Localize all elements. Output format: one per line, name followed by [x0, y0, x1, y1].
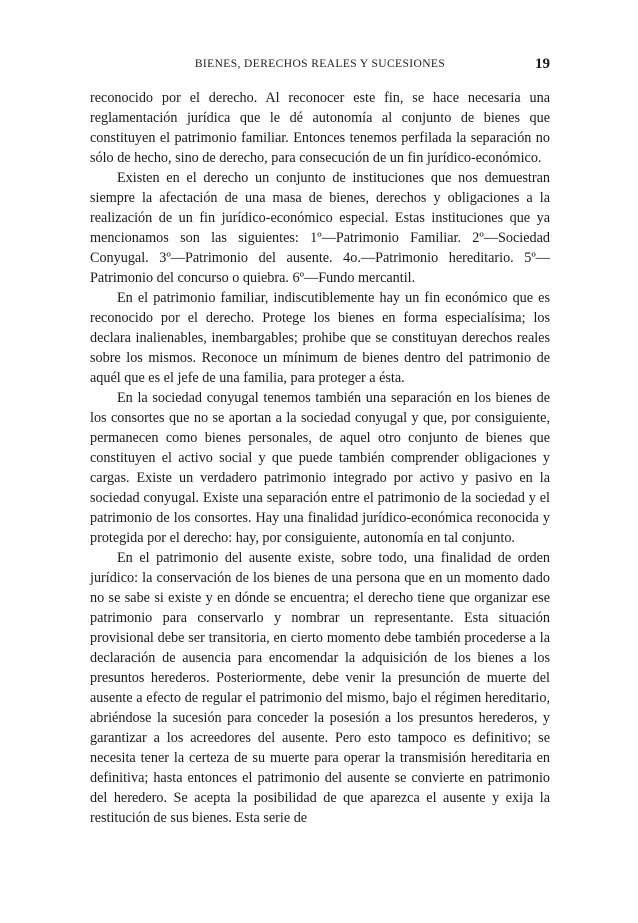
- paragraph-continuation: reconocido por el derecho. Al reconocer este fin, se hace necesaria una reglamentación jurídica que le dé autonomía al conjunto de bienes que constituyen el patrimonio familiar. Entonces tenemos perfilada la separación no sólo de hecho, sino de derecho, para consecución de un fin jurídico-económico.: [90, 90, 550, 166]
- body-text: [90, 88, 550, 828]
- paragraph-family-patrimony: En el patrimonio familiar, indiscutiblemente hay un fin económico que es reconocido por el derecho. Protege los bienes en forma especialísima; los declara inalienables, inembargables; prohibe que se constituyan derechos reales sobre los mismos. Reconoce un mínimum de bienes dentro del patrimonio de aquél que es el jefe de una familia, para proteger a ésta.: [90, 290, 550, 386]
- page-number: 19: [535, 56, 550, 72]
- paragraph-absentee-patrimony: En el patrimonio del ausente existe, sobre todo, una finalidad de orden jurídico: la conservación de los bienes de una persona que en un momento dado no se sabe si existe y en dónde se encuentra; el derecho tiene que organizar ese patrimonio para conservarlo y nombrar un representante. Esta situación provisional debe ser transitoria, en cierto momento debe también procederse a la declaración de ausencia para encomendar la adquisición de los bienes a los presuntos herederos. Posteriormente, debe venir la presunción de muerte del ausente a efecto de regular el patrimonio del mismo, bajo el régimen hereditario, abriéndose la sucesión para conceder la posesión a los presuntos herederos, y garantizar a los acreedores del ausente. Pero esto tampoco es definitivo; se necesita tener la certeza de su muerte para operar la transmisión hereditaria en definitiva; hasta entonces el patrimonio del ausente se convierte en patrimonio del heredero. Se acepta la posibilidad de que aparezca el ausente y exija la restitución de sus bienes. Esta serie de: [90, 550, 550, 826]
- paragraph-institutions: Existen en el derecho un conjunto de instituciones que nos demuestran siempre la afectación de una masa de bienes, derechos y obligaciones a la realización de un fin jurídico-económico especial. Estas instituciones que ya mencionamos son las siguientes: 1º—Patrimonio Familiar. 2º—Sociedad Conyugal. 3º—Patrimonio del ausente. 4o.—Patrimonio hereditario. 5º—Patrimonio del concurso o quiebra. 6º—Fundo mercantil.: [90, 170, 550, 286]
- paragraph-conjugal-society: En la sociedad conyugal tenemos también una separación en los bienes de los consortes que no se aportan a la sociedad conyugal y que, por consiguiente, permanecen como bienes personales, de aquel otro conjunto de bienes que constituyen el activo social y que puede también comprender obligaciones y cargas. Existe un verdadero patrimonio integrado por activo y pasivo en la sociedad conyugal. Existe una separación entre el patrimonio de la sociedad y el patrimonio de los consortes. Hay una finalidad jurídico-económica reconocida y protegida por el derecho: hay, por consiguiente, autonomía en tal conjunto.: [90, 390, 550, 546]
- running-title: BIENES, DERECHOS REALES Y SUCESIONES: [194, 58, 446, 70]
- running-head: [90, 56, 550, 76]
